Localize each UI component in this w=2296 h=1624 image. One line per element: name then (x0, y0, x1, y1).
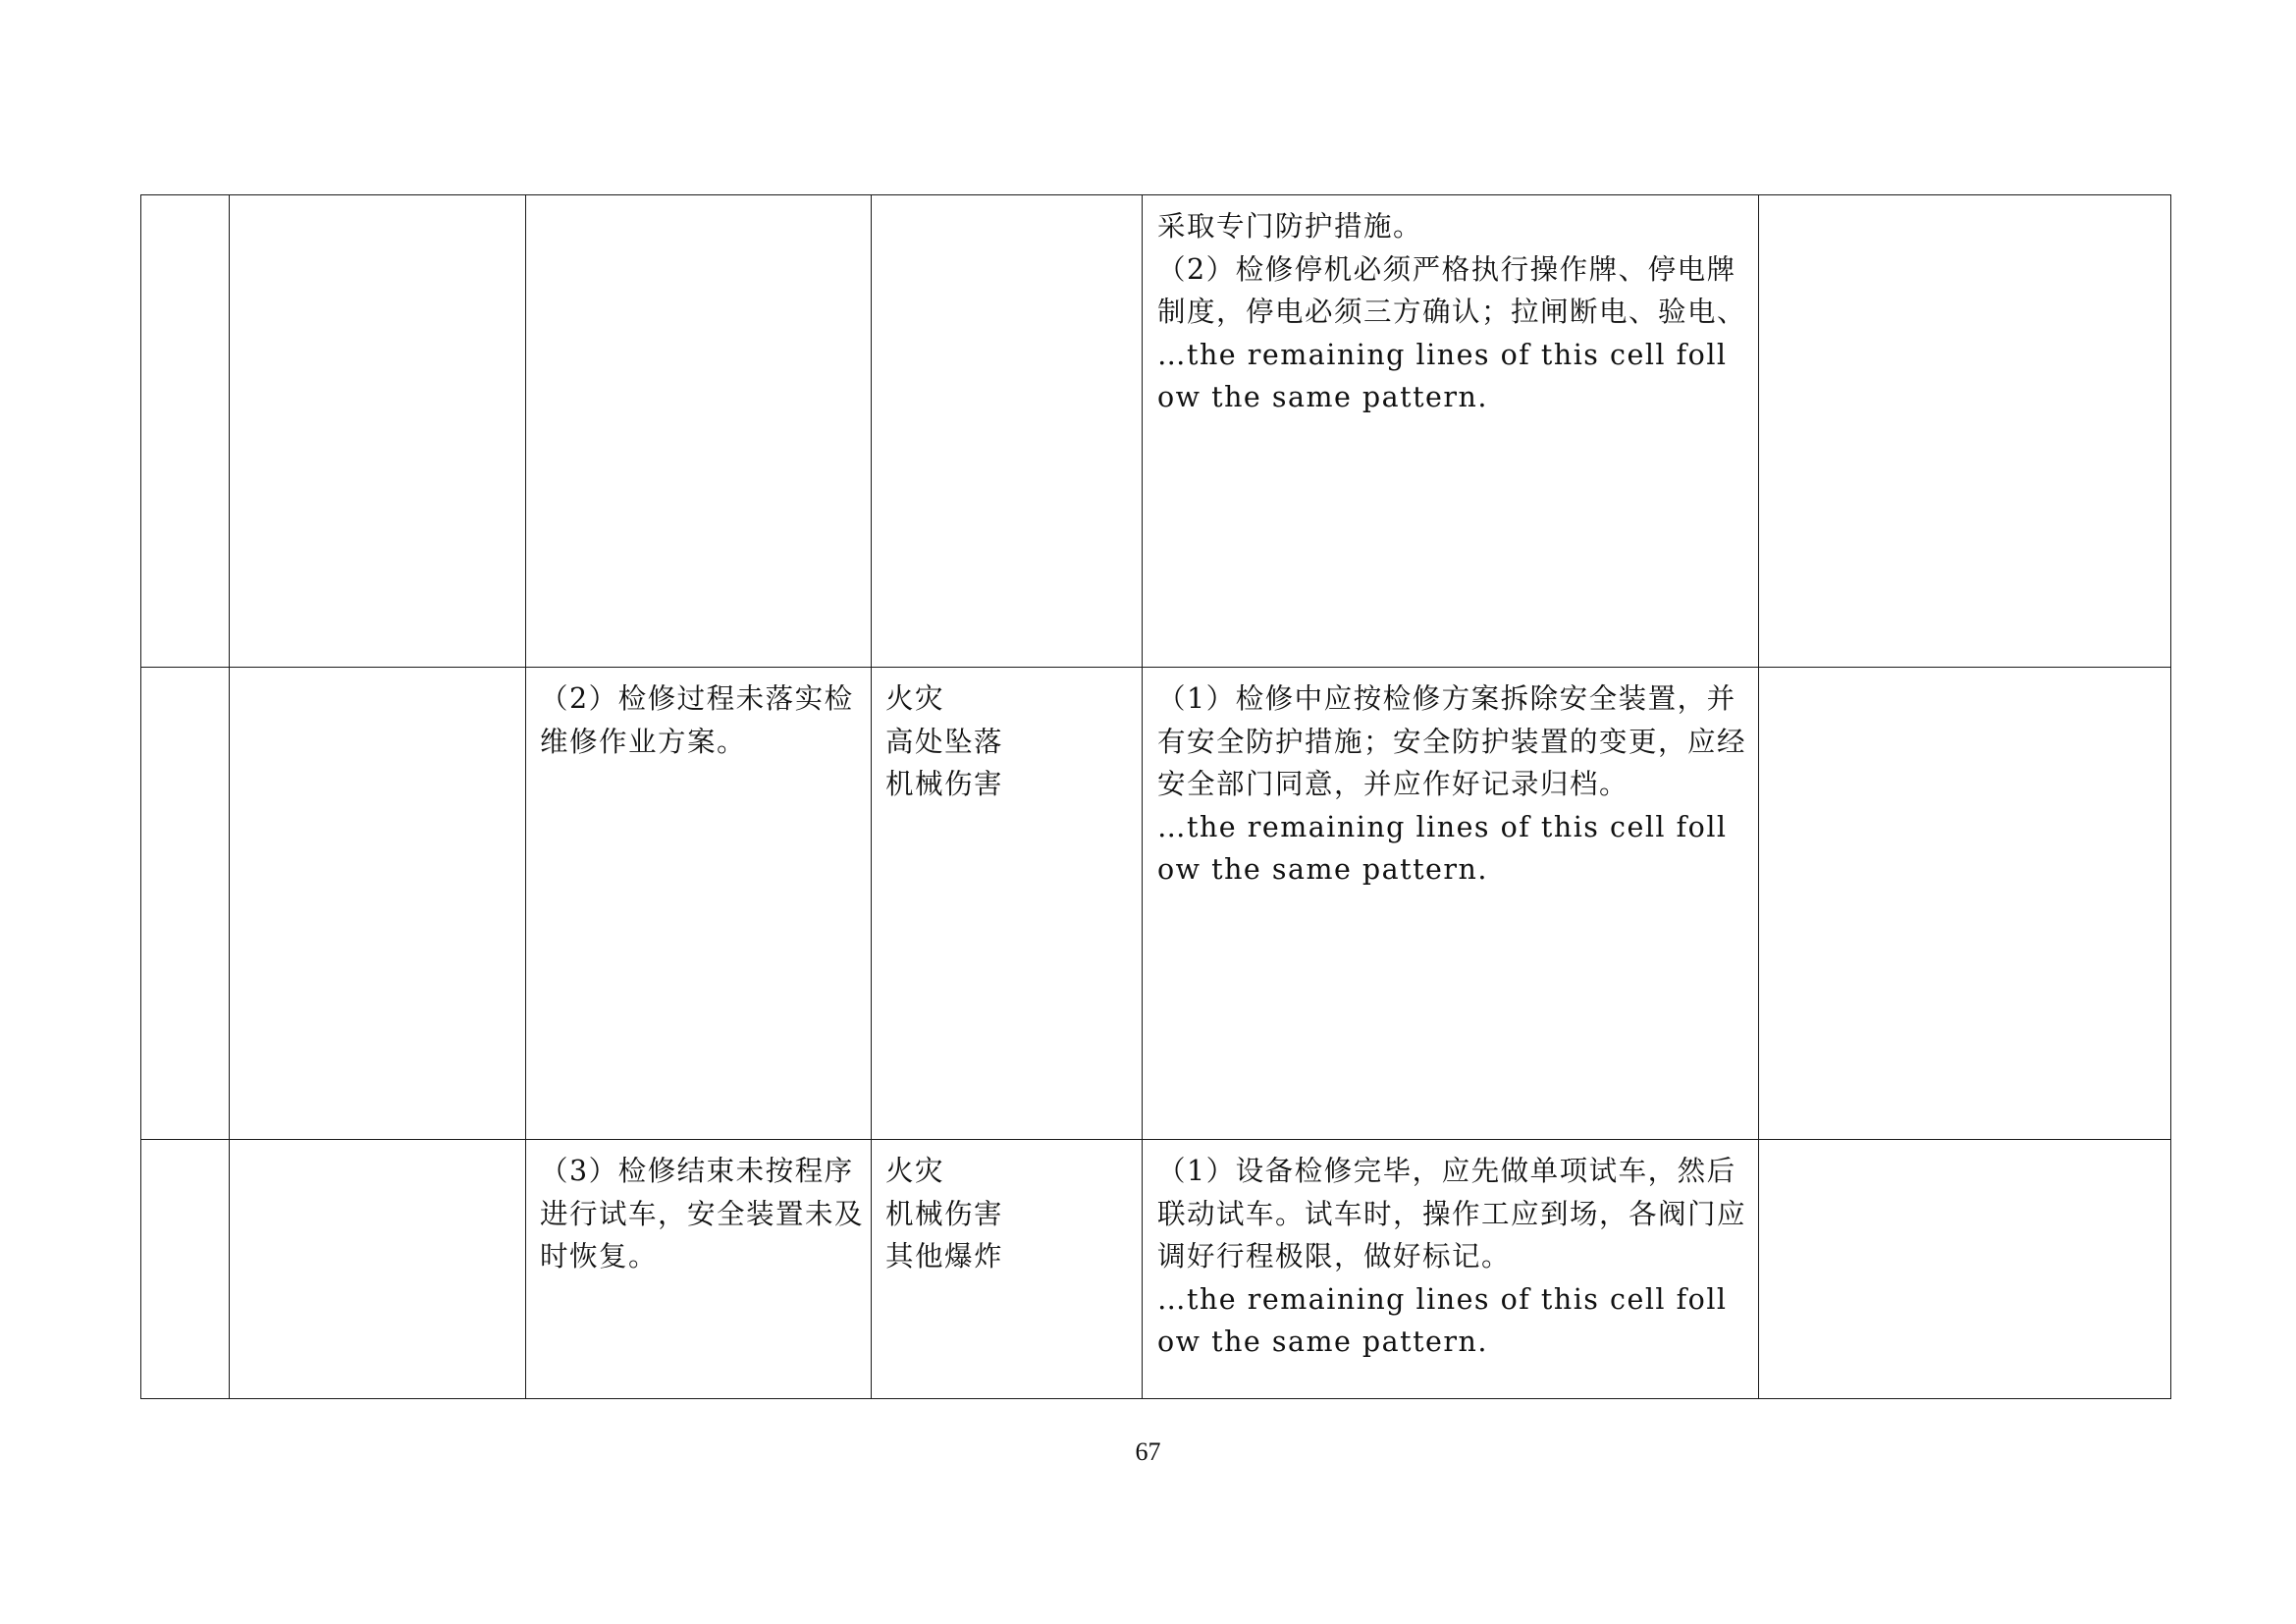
accident-type-line: 机械伤害 (885, 768, 1004, 800)
measure-line: （1）检修中应按检修方案拆除安全装置，并 (1157, 682, 1736, 715)
hazard-line: （3）检修结束未按程序 (540, 1155, 854, 1187)
table-row (141, 195, 2171, 668)
cell-accident-type (872, 1140, 1143, 1399)
measure-line: …the remaining lines of this cell follow the same pattern. (1157, 338, 1728, 413)
measure-line: …the remaining lines of this cell follow the same pattern. (1157, 1282, 1728, 1358)
page-number: 67 (1135, 1437, 1161, 1466)
accident-type-line: 机械伤害 (885, 1197, 1004, 1230)
cell-remarks (1759, 1140, 2171, 1399)
accident-type-line: 高处坠落 (885, 725, 1004, 758)
hazard-line: 进行试车，安全装置未及 (540, 1197, 865, 1230)
cell-remarks (1759, 668, 2171, 1140)
cell-accident-type (872, 195, 1143, 668)
cell-measures (1143, 1140, 1759, 1399)
accident-type-line: 火灾 (885, 682, 945, 715)
accident-type-line: 其他爆炸 (885, 1240, 1004, 1272)
accident-type-line: 火灾 (885, 1155, 945, 1187)
measure-line: （1）设备检修完毕，应先做单项试车，然后 (1157, 1155, 1736, 1187)
hazard-line: 维修作业方案。 (540, 725, 747, 758)
table-row (141, 668, 2171, 1140)
cell-number (141, 195, 230, 668)
hazard-table (140, 194, 2171, 1399)
table-row (141, 1140, 2171, 1399)
measure-line: 调好行程极限，做好标记。 (1157, 1240, 1512, 1272)
measure-line: 联动试车。试车时，操作工应到场，各阀门应 (1157, 1197, 1747, 1230)
cell-location (230, 1140, 526, 1399)
measure-line: 安全部门同意，并应作好记录归档。 (1157, 768, 1629, 800)
cell-measures (1143, 195, 1759, 668)
measure-line: 制度，停电必须三方确认；拉闸断电、验电、 (1157, 296, 1747, 328)
measure-line: （2）检修停机必须严格执行操作牌、停电牌 (1157, 252, 1736, 286)
hazard-line: 时恢复。 (540, 1240, 659, 1272)
cell-hazard (526, 1140, 872, 1399)
cell-hazard (526, 668, 872, 1140)
cell-measures (1143, 668, 1759, 1140)
cell-accident-type (872, 668, 1143, 1140)
cell-number (141, 668, 230, 1140)
cell-hazard (526, 195, 872, 668)
cell-location (230, 668, 526, 1140)
cell-number (141, 1140, 230, 1399)
cell-location (230, 195, 526, 668)
cell-remarks (1759, 195, 2171, 668)
measure-line: …the remaining lines of this cell follow the same pattern. (1157, 810, 1728, 886)
measure-line: 采取专门防护措施。 (1157, 210, 1423, 243)
hazard-line: （2）检修过程未落实检 (540, 682, 854, 715)
measure-line: 有安全防护措施；安全防护装置的变更，应经 (1157, 725, 1747, 758)
